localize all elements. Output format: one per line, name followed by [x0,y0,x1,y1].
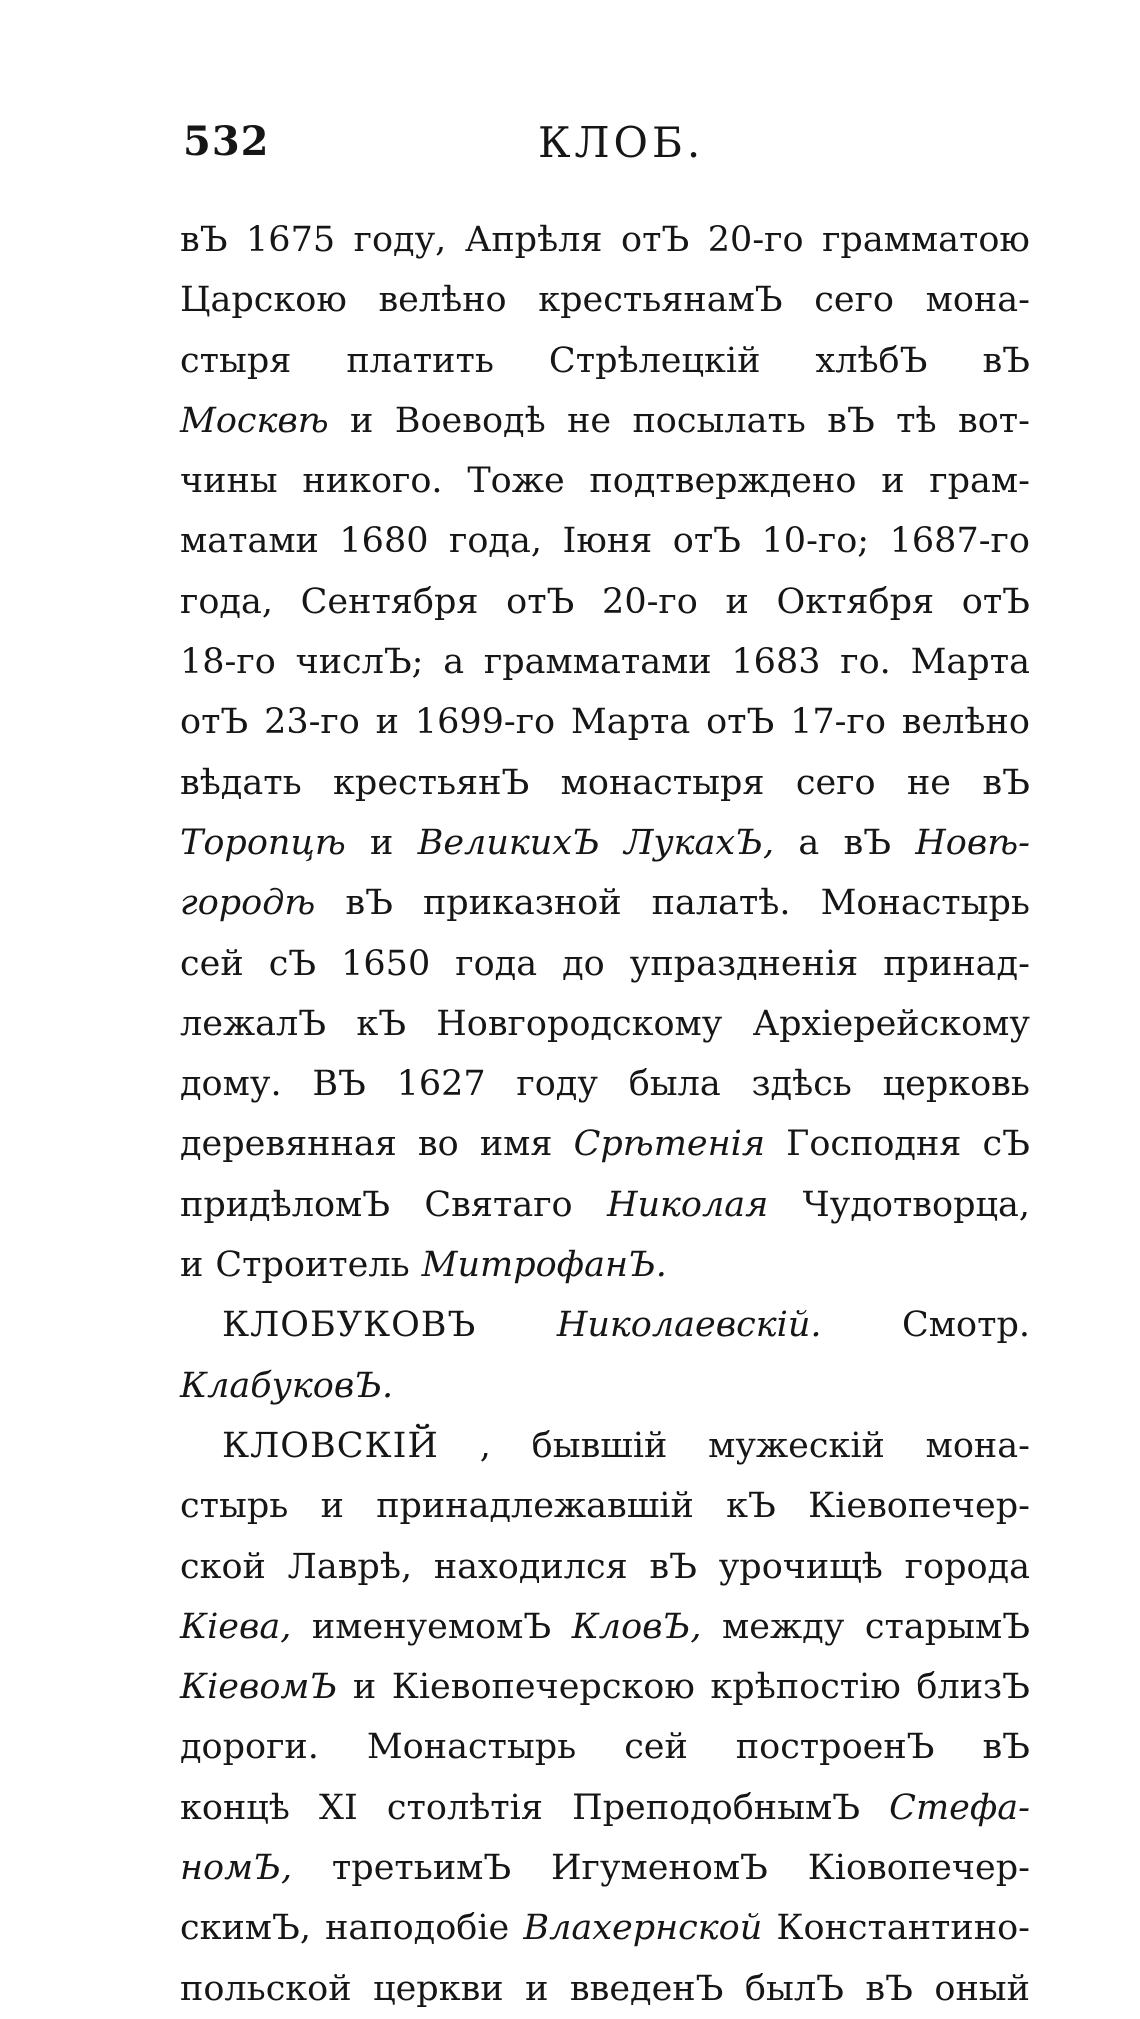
word: упраздненія [629,943,859,984]
word: палатѣ. [651,883,791,924]
word: и [725,581,749,622]
word: здѣсь [751,1064,852,1105]
word: вѣдать [180,762,302,803]
word: 1675 [246,220,336,260]
word: Кіевопечерскою [391,1667,695,1708]
word: года, [180,581,273,622]
italic-word: МитрофанЪ. [421,1245,667,1286]
word: столѣтія [386,1787,543,1828]
word: именуемомЪ [311,1606,552,1647]
text-line [180,1657,1030,1717]
text-line [180,511,1030,571]
word: платить [346,340,494,381]
word: Кіевопечер- [808,1486,1030,1527]
italic-word: Торопцѣ [180,822,346,863]
word: ВЪ [312,1064,366,1105]
word: оный [934,1968,1030,2009]
italic-word: Срѣтенія [573,1124,766,1165]
word: монастыря [560,762,765,803]
word: вот- [957,400,1030,441]
word: польской [180,1968,352,2009]
word: во [417,1124,459,1165]
word: вЪ [843,822,891,863]
text-line [180,632,1030,692]
italic-word: номЪ, [180,1848,293,1889]
word: , [479,1425,491,1466]
text-line [180,994,1030,1054]
word: велѣно [378,280,507,321]
word: сей [180,943,244,984]
word: церкви [373,1968,504,2009]
word: крестьянамЪ [538,280,783,321]
word: Воеводѣ [394,400,546,441]
running-head: КЛОБ. [538,118,705,167]
word: сего [795,762,876,803]
word: вЪ [865,1968,913,2009]
body-text [180,210,1030,2019]
word: 17-го [790,702,886,743]
word: Константино- [776,1908,1030,1949]
italic-word: КіевомЪ [180,1667,338,1708]
word: Чудотворца, [802,1184,1030,1225]
word: 10-го; [761,521,870,562]
word: Іюня [562,521,653,562]
word: мона- [925,1425,1030,1466]
text-line [180,934,1030,994]
text-line [180,572,1030,632]
word: вЪ [649,1546,697,1587]
word: Святаго [424,1184,573,1225]
text-line [180,1295,1030,1355]
word: Тоже [467,461,565,502]
word: сЪ [982,1124,1030,1165]
word: построенЪ [735,1727,935,1768]
word: находился [433,1546,628,1587]
word: имя [479,1124,553,1165]
word: а [798,822,820,863]
word: ской [180,1546,266,1587]
word: вЪ [982,1727,1030,1768]
text-line [180,1778,1030,1838]
word: до [562,943,605,984]
text-line [180,813,1030,873]
text-line [180,451,1030,511]
italic-word: Влахернской [523,1908,763,1949]
word: а [443,642,465,683]
word: числЪ; [295,642,424,683]
word: была [628,1064,721,1105]
word: Архіерейскому [752,1003,1030,1044]
word: ИгуменомЪ [551,1848,768,1889]
word: крѣпостію [710,1667,901,1708]
word: близЪ [916,1667,1030,1708]
text-line [180,1717,1030,1777]
word: дороги. [180,1727,319,1768]
italic-word: Стефа- [889,1787,1030,1828]
text-line [180,270,1030,330]
word: не [906,762,952,803]
word: 1650 [341,943,431,984]
word: Строитель [215,1245,410,1286]
word: и [180,1245,204,1286]
word: сего [814,280,894,321]
text-line [180,1114,1030,1174]
word: урочищѣ [718,1546,883,1587]
text-line [180,873,1030,933]
word: лежалЪ [180,1003,327,1044]
word: и [370,822,394,863]
word: Сентября [300,581,479,622]
word: году [516,1064,598,1105]
word: ПреподобнымЪ [572,1787,861,1828]
word: 1627 [396,1064,486,1105]
word: вЪ [827,400,875,441]
text-line [180,331,1030,391]
italic-word: КлабуковЪ. [180,1365,394,1406]
page-header [183,118,1028,182]
page-number: 532 [183,118,270,165]
word: крестьянЪ [333,762,530,803]
italic-word: городѣ [180,883,316,924]
italic-word: Николаевскій. [556,1305,822,1346]
word: Смотр. [902,1305,1030,1346]
word: кЪ [356,1003,406,1044]
word: кЪ [726,1486,776,1527]
word: вЪ [982,762,1030,803]
italic-word: ЛукахЪ, [624,822,775,863]
word: 20-го [707,220,804,260]
italic-word: ВеликихЪ [417,822,600,863]
word: Марта [910,642,1030,683]
word: приказной [422,883,622,924]
word: старымЪ [864,1606,1030,1647]
text-line [180,753,1030,813]
text-line [180,1476,1030,1536]
word: сей [624,1727,688,1768]
text-line [180,1537,1030,1597]
word: отЪ [706,702,775,743]
word: придѣломЪ [180,1184,391,1225]
word: отЪ [961,581,1030,622]
word: тѣ [896,400,937,441]
word: введенЪ [569,1968,724,2009]
word: стыря [180,340,292,381]
word: велѣно [901,702,1030,743]
word: концѣ [180,1787,290,1828]
word: никого. [302,461,443,502]
word: чины [180,461,278,502]
word: 18-го [180,642,276,683]
word: бывшій [531,1425,668,1466]
text-line [180,1959,1030,2019]
word: дому. [180,1064,282,1105]
word: мужескій [708,1425,885,1466]
word: КЛОВСКІЙ [222,1425,439,1466]
word: отЪ [672,521,741,562]
word: матами [180,521,319,562]
italic-word: Николая [606,1184,769,1225]
word: и [350,400,374,441]
italic-word: Москвѣ [180,400,329,441]
word: Апрѣля [464,220,603,260]
word: Кіовопечер- [807,1848,1030,1889]
word: отЪ [506,581,575,622]
word: города [904,1546,1030,1587]
word: и [881,461,905,502]
word: хлѣбЪ [815,340,928,381]
word: КЛОБУКОВЪ [222,1305,477,1346]
word: отЪ [180,702,249,743]
word: грамматами [483,642,712,683]
word: и [525,1968,549,2009]
word: вЪ [982,340,1030,381]
word: и [352,1667,377,1708]
word: Новгородскому [436,1003,723,1044]
text-line [180,692,1030,752]
word: Монастырь [366,1727,577,1768]
word: Лаврѣ, [287,1546,413,1587]
word: 1680 [339,521,429,562]
word: не [567,400,612,441]
word: и [320,1486,344,1527]
word: Господня [786,1124,962,1165]
italic-word: Новѣ- [915,822,1030,863]
italic-word: Кіева, [180,1606,292,1647]
word: Стрѣлецкій [548,340,761,381]
word: между [722,1606,845,1647]
word: года, [449,521,542,562]
word: вЪ [180,220,228,260]
word: Октября [776,581,935,622]
word: Царскою [180,280,347,321]
word: наподобіе [325,1908,510,1949]
text-line [180,1054,1030,1114]
word: го. [840,642,891,683]
word: отЪ [621,220,690,260]
word: мона- [925,280,1030,321]
text-line [180,1356,1030,1416]
word: Марта [570,702,691,743]
word: 1699-го [414,702,556,743]
italic-word: КловЪ, [571,1606,702,1647]
word: Монастырь [820,883,1030,924]
word: 23-го [264,702,360,743]
text-line [180,1235,1030,1295]
word: грамматою [822,220,1030,260]
text-line [180,1416,1030,1476]
text-line [180,1597,1030,1657]
word: подтверждено [589,461,857,502]
word: года [455,943,538,984]
word: вЪ [345,883,393,924]
word: XI [319,1787,358,1828]
word: грам- [929,461,1030,502]
text-line [180,1175,1030,1235]
word: году, [353,220,447,260]
word: деревянная [180,1124,397,1165]
word: стырь [180,1486,289,1527]
word: посылать [632,400,806,441]
word: принадлежавшій [376,1486,694,1527]
word: 20-го [602,581,698,622]
word: церковь [882,1064,1030,1105]
word: сЪ [268,943,317,984]
word: 1683 [731,642,821,683]
text-line [180,210,1030,270]
text-line [180,1838,1030,1898]
word: принад- [883,943,1030,984]
word: 1687-го [889,521,1030,562]
word: и [375,702,399,743]
text-line [180,391,1030,451]
word: третьимЪ [331,1848,512,1889]
word: скимЪ, [180,1908,311,1949]
word: былЪ [744,1968,844,2009]
text-line [180,1898,1030,1958]
